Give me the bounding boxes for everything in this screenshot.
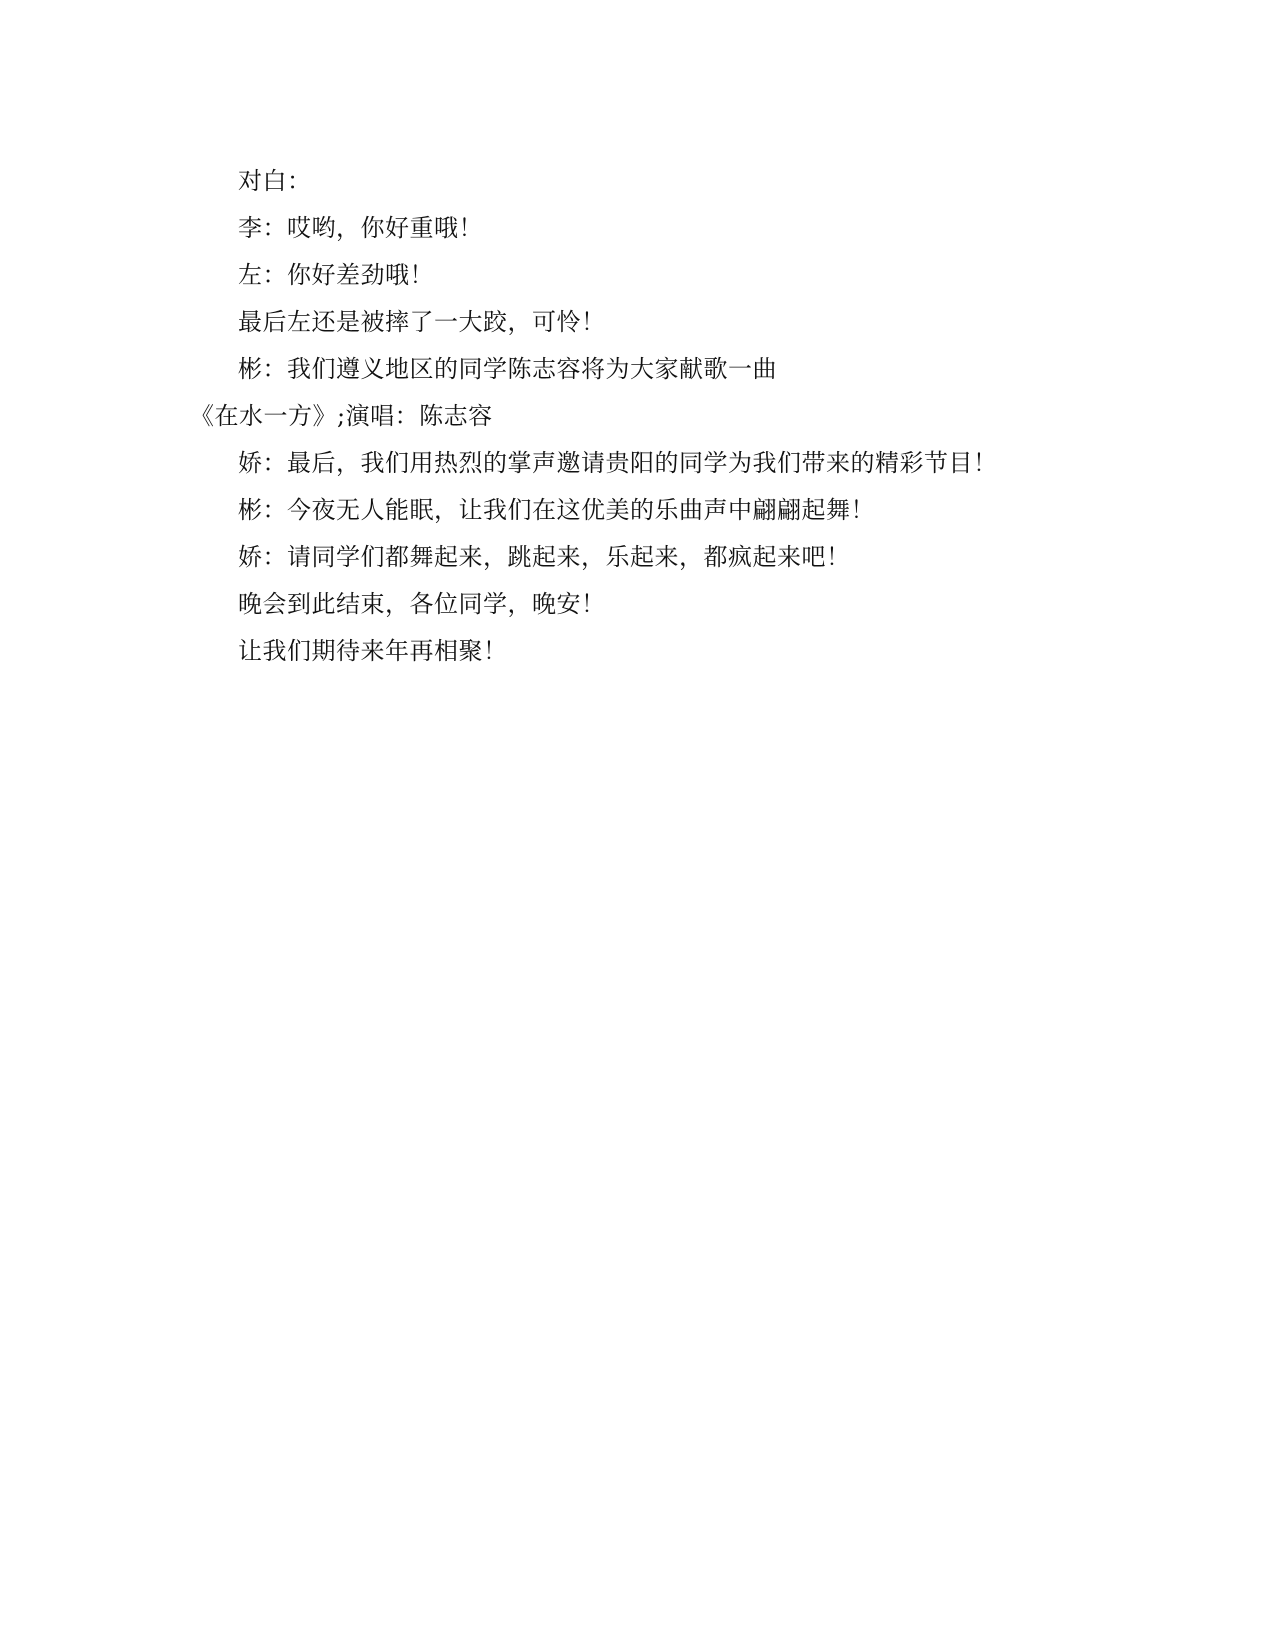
host-line: 娇：最后，我们用热烈的掌声邀请贵阳的同学为我们带来的精彩节目！ [238, 449, 998, 477]
dialogue-heading: 对白： [238, 167, 312, 195]
host-line: 彬：今夜无人能眠，让我们在这优美的乐曲声中翩翩起舞！ [238, 496, 875, 524]
host-line-continuation: 《在水一方》;演唱：陈志容 [190, 402, 493, 430]
dialogue-line: 李：哎哟，你好重哦！ [238, 214, 483, 242]
document-body [190, 158, 1050, 675]
dialogue-line: 左：你好差劲哦！ [238, 261, 434, 289]
host-line: 娇：请同学们都舞起来，跳起来，乐起来，都疯起来吧！ [238, 543, 851, 571]
closing-line: 让我们期待来年再相聚！ [238, 637, 508, 665]
narration-line: 最后左还是被摔了一大跤，可怜！ [238, 308, 606, 336]
closing-line: 晚会到此结束，各位同学，晚安！ [238, 590, 606, 618]
host-line: 彬：我们遵义地区的同学陈志容将为大家献歌一曲 [238, 355, 777, 383]
